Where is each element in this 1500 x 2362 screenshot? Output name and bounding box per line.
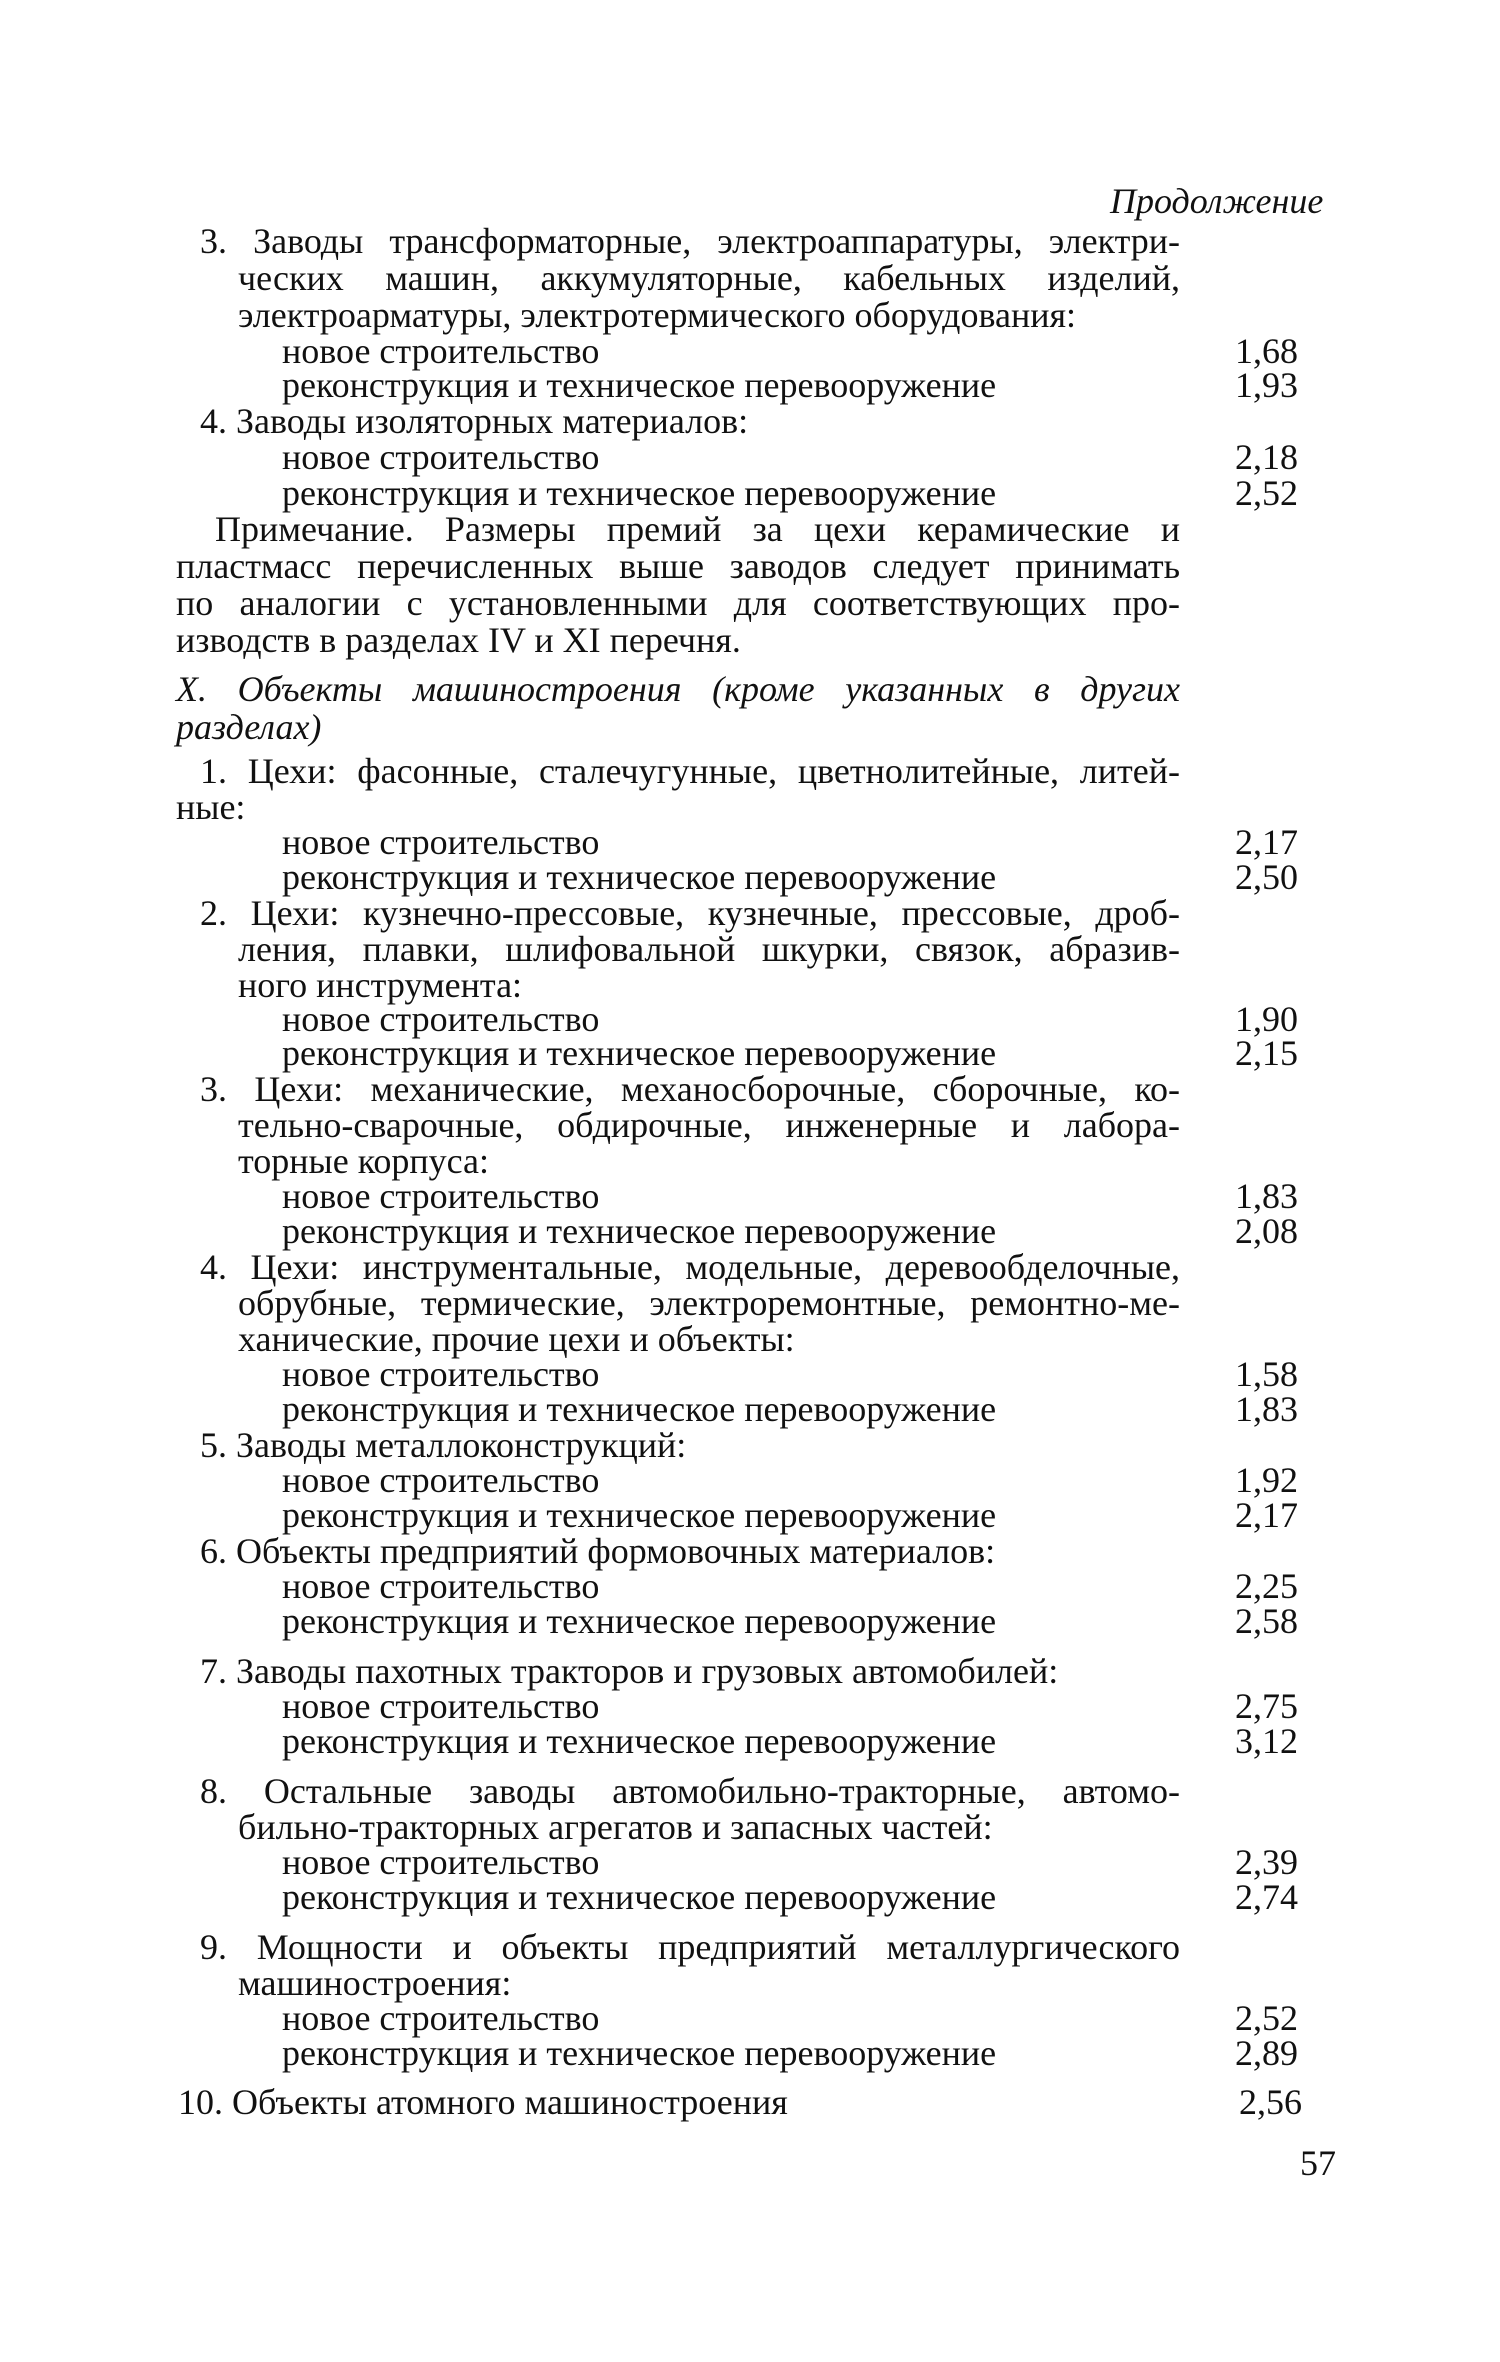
- item-3-line-1: 3. Заводы трансформаторные, электроаппаратуры, электри-: [200, 221, 1180, 261]
- x-item-3-line-3: торные корпуса:: [238, 1141, 490, 1181]
- x-item-4-new-value: 1,58: [1235, 1354, 1298, 1394]
- note-line-1: Примечание. Размеры премий за цехи керамические и: [215, 509, 1180, 549]
- item-4-new-label: новое строительство: [282, 437, 600, 477]
- x-item-5-rec-value: 2,17: [1235, 1495, 1298, 1535]
- x-item-4-rec-value: 1,83: [1235, 1389, 1298, 1429]
- x-item-9-new-value: 2,52: [1235, 1998, 1298, 2038]
- x-item-9-line-1: 9. Мощности и объекты предприятий металлургического: [200, 1927, 1180, 1967]
- x-item-3-line-2: тельно-сварочные, обдирочные, инженерные и лабора-: [238, 1105, 1180, 1145]
- note-line-3: по аналогии с установленными для соответствующих про-: [176, 583, 1180, 623]
- x-item-8-line-2: бильно-тракторных агрегатов и запасных частей:: [238, 1807, 993, 1847]
- x-item-3-new-label: новое строительство: [282, 1176, 600, 1216]
- x-item-2-line-1: 2. Цехи: кузнечно-прессовые, кузнечные, прессовые, дроб-: [200, 893, 1180, 933]
- x-item-9-new-label: новое строительство: [282, 1998, 600, 2038]
- item-4-rec-value: 2,52: [1235, 473, 1298, 513]
- x-item-5-line-1: 5. Заводы металлоконструкций:: [200, 1425, 687, 1465]
- x-item-4-line-1: 4. Цехи: инструментальные, модельные, деревообделочные,: [200, 1247, 1180, 1287]
- x-item-1-new-value: 2,17: [1235, 822, 1298, 862]
- x-item-6-new-label: новое строительство: [282, 1566, 600, 1606]
- x-item-3-rec-value: 2,08: [1235, 1211, 1298, 1251]
- x-item-7-line-1: 7. Заводы пахотных тракторов и грузовых автомобилей:: [200, 1651, 1059, 1691]
- x-item-8-line-1: 8. Остальные заводы автомобильно-тракторные, автомо-: [200, 1771, 1180, 1811]
- note-line-2: пластмасс перечисленных выше заводов следует принимать: [176, 546, 1180, 586]
- item-3-rec-value: 1,93: [1235, 365, 1298, 405]
- x-item-2-line-3: ного инструмента:: [238, 965, 523, 1005]
- x-item-5-new-label: новое строительство: [282, 1460, 600, 1500]
- x-item-9-line-2: машиностроения:: [238, 1963, 512, 2003]
- x-item-6-new-value: 2,25: [1235, 1566, 1298, 1606]
- page-number: 57: [1300, 2143, 1336, 2183]
- x-item-5-rec-label: реконструкция и техническое перевооружение: [282, 1495, 997, 1535]
- x-item-6-rec-label: реконструкция и техническое перевооружение: [282, 1601, 997, 1641]
- x-item-8-rec-label: реконструкция и техническое перевооружение: [282, 1877, 997, 1917]
- note-line-4: изводств в разделах IV и XI перечня.: [176, 620, 741, 660]
- item-4-line-1: 4. Заводы изоляторных материалов:: [200, 401, 749, 441]
- continuation-label: Продолжение: [1110, 181, 1324, 221]
- section-x-title-line-2: разделах): [176, 707, 322, 747]
- x-item-8-rec-value: 2,74: [1235, 1877, 1298, 1917]
- x-item-3-line-1: 3. Цехи: механические, механосборочные, сборочные, ко-: [200, 1069, 1180, 1109]
- item-3-new-value: 1,68: [1235, 331, 1298, 371]
- item-4-new-value: 2,18: [1235, 437, 1298, 477]
- x-item-2-new-label: новое строительство: [282, 999, 600, 1039]
- x-item-7-rec-value: 3,12: [1235, 1721, 1298, 1761]
- x-item-1-rec-value: 2,50: [1235, 857, 1298, 897]
- x-item-1-line-1: 1. Цехи: фасонные, сталечугунные, цветнолитейные, литей-: [200, 751, 1180, 791]
- x-item-10-value: 2,56: [1239, 2082, 1302, 2122]
- item-3-line-2: ческих машин, аккумуляторные, кабельных изделий,: [238, 258, 1180, 298]
- x-item-2-rec-label: реконструкция и техническое перевооружение: [282, 1033, 997, 1073]
- item-4-rec-label: реконструкция и техническое перевооружение: [282, 473, 997, 513]
- x-item-7-new-value: 2,75: [1235, 1686, 1298, 1726]
- x-item-8-new-value: 2,39: [1235, 1842, 1298, 1882]
- item-3-line-3: электроарматуры, электротермического оборудования:: [238, 295, 1077, 335]
- x-item-2-new-value: 1,90: [1235, 999, 1298, 1039]
- x-item-4-rec-label: реконструкция и техническое перевооружение: [282, 1389, 997, 1429]
- x-item-4-line-2: обрубные, термические, электроремонтные, ремонтно-ме-: [238, 1283, 1180, 1323]
- x-item-2-rec-value: 2,15: [1235, 1033, 1298, 1073]
- x-item-9-rec-label: реконструкция и техническое перевооружение: [282, 2033, 997, 2073]
- x-item-1-rec-label: реконструкция и техническое перевооружение: [282, 857, 997, 897]
- x-item-1-line-2: ные:: [176, 787, 246, 827]
- x-item-10-label: 10. Объекты атомного машиностроения: [178, 2082, 788, 2122]
- x-item-3-rec-label: реконструкция и техническое перевооружение: [282, 1211, 997, 1251]
- x-item-4-new-label: новое строительство: [282, 1354, 600, 1394]
- x-item-6-line-1: 6. Объекты предприятий формовочных материалов:: [200, 1531, 996, 1571]
- x-item-1-new-label: новое строительство: [282, 822, 600, 862]
- x-item-7-rec-label: реконструкция и техническое перевооружение: [282, 1721, 997, 1761]
- x-item-5-new-value: 1,92: [1235, 1460, 1298, 1500]
- x-item-9-rec-value: 2,89: [1235, 2033, 1298, 2073]
- item-3-rec-label: реконструкция и техническое перевооружение: [282, 365, 997, 405]
- x-item-8-new-label: новое строительство: [282, 1842, 600, 1882]
- section-x-title-line-1: X. Объекты машиностроения (кроме указанных в других: [176, 669, 1180, 709]
- x-item-7-new-label: новое строительство: [282, 1686, 600, 1726]
- item-3-new-label: новое строительство: [282, 331, 600, 371]
- x-item-2-line-2: ления, плавки, шлифовальной шкурки, связок, абразив-: [238, 929, 1180, 969]
- x-item-6-rec-value: 2,58: [1235, 1601, 1298, 1641]
- x-item-4-line-3: ханические, прочие цехи и объекты:: [238, 1319, 795, 1359]
- x-item-3-new-value: 1,83: [1235, 1176, 1298, 1216]
